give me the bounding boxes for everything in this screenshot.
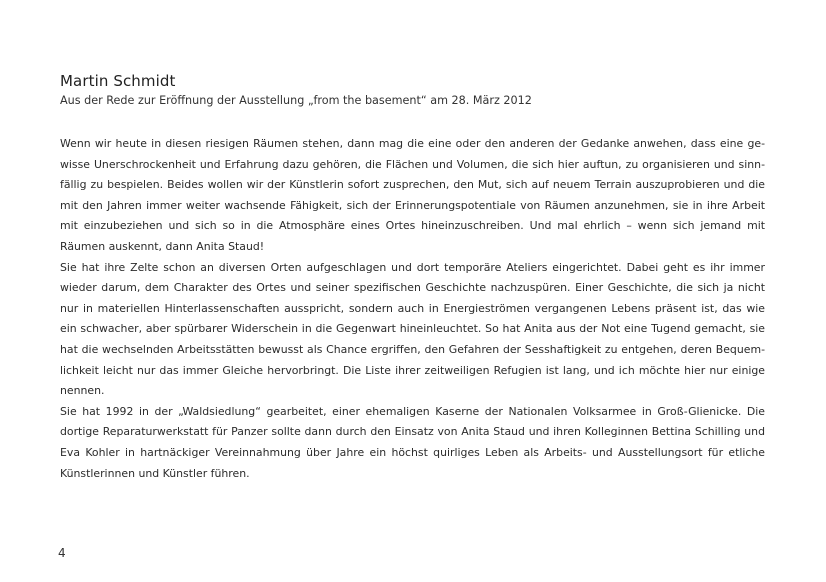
speech-subtitle: Aus der Rede zur Eröffnung der Ausstellung „from the basement“ am 28. März 2012 — [60, 94, 532, 107]
author-name: Martin Schmidt — [60, 72, 176, 90]
body-text — [60, 134, 765, 484]
paragraph: Sie hat ihre Zelte schon an diversen Orten aufgeschlagen und dort temporäre Ateliers eingerichtet. Dabei geht es ihr immer wieder darum, dem Charakter des Ortes und seiner spezifischen Geschichte nachzuspüren. Einer Geschichte, die sich ja nicht nur in materiellen Hinterlassenschaften ausspricht, sondern auch in Energieströmen vergangenen Lebens präsent ist, das wie ein schwacher, aber spürbarer Widerschein in die Gegenwart hineinleuchtet. So hat Anita aus der Not eine Tugend gemacht, sie hat die wechselnden Arbeitsstätten bewusst als Chance ergriffen, den Gefahren der Sesshaftigkeit zu entgehen, deren Bequemlichkeit leicht nur das immer Gleiche hervorbringt. Die Liste ihrer zeitweiligen Refugien ist lang, und ich möchte hier nur einige nennen. — [60, 260, 765, 398]
page-number: 4 — [58, 546, 66, 560]
paragraph: Sie hat 1992 in der „Waldsiedlung“ gearbeitet, einer ehemaligen Kaserne der Nationalen Volksarmee in Groß-Glienicke. Die dortige Reparaturwerkstatt für Panzer sollte dann durch den Einsatz von Anita Staud und ihren Kolleginnen Bettina Schilling und Eva Kohler in hartnäckiger Vereinnahmung über Jahre ein höchst quirliges Leben als Arbeits- und Ausstellungsort für etliche Künstlerinnen und Künstler führen. — [60, 404, 765, 480]
paragraph: Wenn wir heute in diesen riesigen Räumen stehen, dann mag die eine oder den anderen der Gedanke anwehen, dass eine gewisse Unerschrockenheit und Erfahrung dazu gehören, die Flächen und Volumen, die sich hier auftun, zu organisieren und sinnfällig zu bespielen. Beides wollen wir der Künstlerin sofort zusprechen, den Mut, sich auf neuem Terrain auszuprobieren und die mit den Jahren immer weiter wachsende Fähigkeit, sich der Erinnerungspotentiale von Räumen anzunehmen, sie in ihre Arbeit mit einzubeziehen und sich so in die Atmosphäre eines Ortes hineinzuschreiben. Und mal ehrlich – wenn sich jemand mit Räumen auskennt, dann Anita Staud! — [60, 137, 765, 253]
